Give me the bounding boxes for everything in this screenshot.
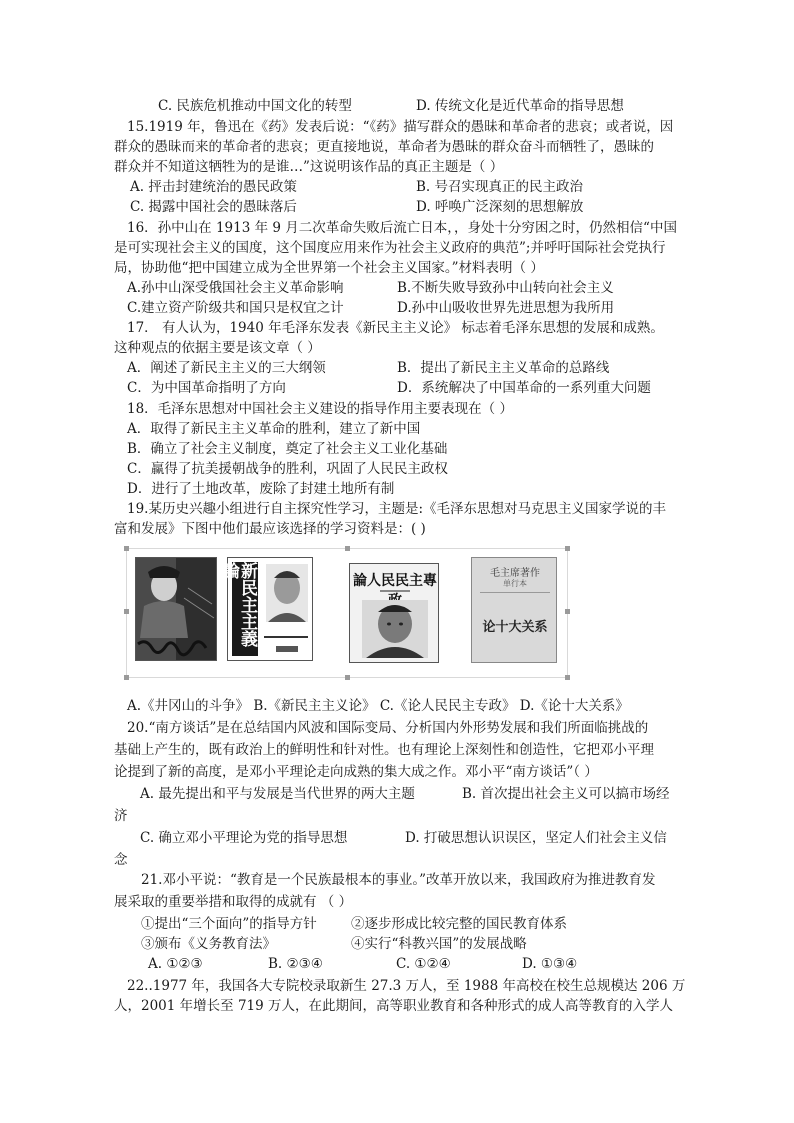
- book-cover-xinminzhu: [219, 557, 313, 661]
- q20-option-b: B. 首次提出社会主义可以搞市场经: [462, 786, 670, 802]
- q21-option-c: C. ①②④: [396, 956, 451, 972]
- q20-option-a: A. 最先提出和平与发展是当代世界的两大主题: [140, 786, 415, 802]
- q19-stem-line-1: 19.某历史兴趣小组进行自主探究性学习，主题是:《毛泽东思想对马克思主义国家学说的丰: [127, 501, 667, 517]
- q20-stem-line-1: 20.“南方谈话”是在总结国内风波和国际变局、分析国内外形势发展和我们所面临挑战的: [127, 720, 649, 736]
- portrait-calligraphy-image: [136, 558, 216, 660]
- q20-option-c: C. 确立邓小平理论为党的指导思想: [140, 830, 348, 846]
- q18-option-b: B．确立了社会主义制度，奠定了社会主义工业化基础: [127, 441, 448, 457]
- book-title: 新民主主義論: [219, 562, 257, 647]
- q15-option-b: B. 号召实现真正的民主政治: [416, 179, 584, 195]
- book-subtitle: 单行本: [503, 579, 527, 588]
- q19-figure: [126, 548, 568, 678]
- q16-option-c: C.建立资产阶级共和国只是权宜之计: [127, 300, 344, 316]
- q17-option-d: D．系统解决了中国革命的一系列重大问题: [397, 380, 651, 396]
- q16-option-d: D.孙中山吸收世界先进思想为我所用: [397, 300, 615, 316]
- q20-stem-line-3: 论提到了新的高度，是邓小平理论走向成熟的集大成之作。邓小平“南方谈话”（ ）: [114, 764, 598, 780]
- q20-stem-line-2: 基础上产生的，既有政治上的鲜明性和针对性。也有理论上深刻性和创造性，它把邓小平理: [114, 742, 654, 758]
- q15-option-d: D. 呼唤广泛深刻的思想解放: [416, 199, 584, 215]
- q15-stem-line-2: 群众的愚昧而来的革命者的悲哀；更直接地说，革命者为愚昧的群众奋斗而牺牲了，愚昧的: [114, 139, 654, 155]
- q19-options: A.《井冈山的斗争》 B.《新民主主义论》 C.《论人民民主专政》 D.《论十大关系》: [127, 698, 629, 714]
- portrait-image: [266, 564, 308, 622]
- portrait-image: [362, 600, 428, 658]
- q21-item-4: ④实行“科教兴国”的发展战略: [351, 936, 527, 952]
- q18-stem: 18．毛泽东思想对中国社会主义建设的指导作用主要表现在（ ）: [127, 401, 513, 417]
- q16-option-b: B.不断失败导致孙中山转向社会主义: [397, 280, 614, 296]
- resize-handle: [565, 675, 570, 680]
- q19-stem-line-2: 富和发展》下图中他们最应该选择的学习资料是：( ): [114, 521, 426, 537]
- q18-option-c: C．赢得了抗美援朝战争的胜利，巩固了人民民主政权: [127, 461, 448, 477]
- resize-handle: [345, 546, 350, 551]
- q16-stem-line-2: 是可实现社会主义的国度，这个国度应用来作为社会主义政府的典范”;并呼吁国际社会党执行: [114, 240, 666, 256]
- resize-handle: [565, 609, 570, 614]
- q14-option-d: D. 传统文化是近代革命的指导思想: [416, 98, 624, 114]
- q20-option-d: D. 打破思想认识误区，坚定人们社会主义信: [405, 830, 667, 846]
- q22-stem-line-2: 人，2001 年增长至 719 万人，在此期间，高等职业教育和各种形式的成人高等教育的入学人: [114, 998, 673, 1014]
- book-title: 論人民民主專: [353, 573, 437, 589]
- resize-handle: [345, 675, 350, 680]
- q21-item-1: ①提出“三个面向”的指导方针: [141, 916, 317, 932]
- q15-stem-line-3: 群众并不知道这牺牲为的是谁…”这说明该作品的真正主题是（ ）: [114, 159, 504, 175]
- q21-option-d: D. ①③④: [522, 956, 578, 972]
- q16-option-a: A.孙中山深受俄国社会主义革命影响: [127, 280, 344, 296]
- book-title: 论十大关系: [482, 620, 548, 635]
- q21-stem-line-1: 21.邓小平说：“教育是一个民族最根本的事业。”改革开放以来，我国政府为推进教育发: [141, 872, 656, 888]
- q17-option-c: C．为中国革命指明了方向: [127, 380, 286, 396]
- book-cover-renminminzhu: [349, 563, 439, 663]
- book-cover-jinggangshan: [135, 557, 217, 661]
- q17-option-b: B．提出了新民主主义革命的总路线: [397, 360, 610, 376]
- book-cover-shidaguanxi: [471, 557, 557, 663]
- q15-stem-line-1: 15.1919 年，鲁迅在《药》发表后说：“《药》描写群众的愚昧和革命者的悲哀；或者说，因: [127, 119, 674, 135]
- q21-item-3: ③颁布《义务教育法》: [141, 936, 276, 952]
- q21-option-a: A. ①②③: [148, 956, 203, 972]
- q21-option-b: B. ②③④: [268, 956, 323, 972]
- q16-stem-line-1: 16．孙中山在 1913 年 9 月二次革命失败后流亡日本，，身处十分穷困之时，仍然相信“中国: [127, 220, 677, 236]
- q18-option-d: D．进行了土地改革，废除了封建土地所有制: [127, 481, 395, 497]
- q15-option-c: C. 揭露中国社会的愚昧落后: [130, 199, 297, 215]
- q22-stem-line-1: 22..1977 年，我国各大专院校录取新生 27.3 万人，至 1988 年高校在校生总规模达 206 万: [127, 978, 686, 994]
- resize-handle: [565, 546, 570, 551]
- q16-stem-line-3: 局，协助他“把中国建立成为全世界第一个社会主义国家。”材料表明（ ）: [114, 260, 544, 276]
- resize-handle: [124, 546, 129, 551]
- q17-option-a: A．阐述了新民主主义的三大纲领: [127, 360, 326, 376]
- resize-handle: [124, 609, 129, 614]
- resize-handle: [124, 675, 129, 680]
- q21-item-2: ②逐步形成比较完整的国民教育体系: [351, 916, 567, 932]
- q18-option-a: A．取得了新民主主义革命的胜利，建立了新中国: [127, 421, 421, 437]
- q15-option-a: A. 抨击封建统治的愚民政策: [130, 179, 297, 195]
- q21-stem-line-2: 展采取的重要举措和取得的成就有 （ ）: [114, 894, 353, 910]
- q17-stem-line-2: 这种观点的依据主要是该文章（ ）: [114, 340, 321, 356]
- q20-option-d-continued: 念: [114, 852, 128, 868]
- q17-stem-line-1: 17． 有人认为，1940 年毛泽东发表《新民主主义论》 标志着毛泽东思想的发展和成熟。: [127, 320, 664, 336]
- q20-option-b-continued: 济: [114, 808, 128, 824]
- book-series-label: 毛主席著作: [490, 568, 540, 579]
- q14-option-c: C. 民族危机推动中国文化的转型: [158, 98, 352, 114]
